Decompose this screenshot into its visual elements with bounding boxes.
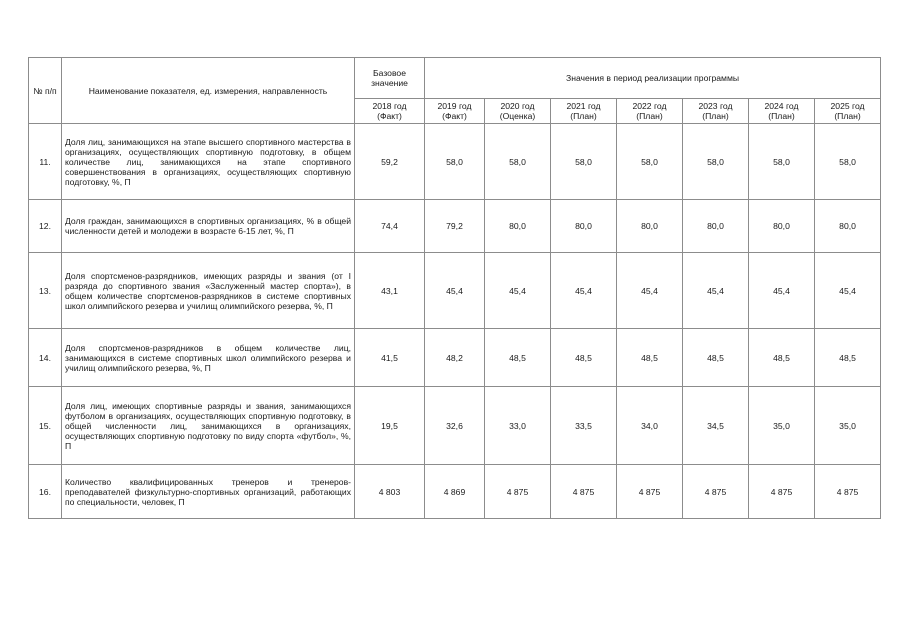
year-label: 2020 год	[500, 101, 535, 111]
value-cell: 4 875	[749, 465, 815, 519]
value-cell: 41,5	[355, 329, 425, 387]
value-cell: 45,4	[425, 253, 485, 329]
value-cell: 58,0	[425, 124, 485, 200]
value-cell: 34,0	[617, 387, 683, 465]
value-cell: 48,2	[425, 329, 485, 387]
year-note: (План)	[768, 111, 795, 121]
value-cell: 45,4	[551, 253, 617, 329]
value-cell: 45,4	[617, 253, 683, 329]
year-label: 2021 год	[566, 101, 601, 111]
year-label: 2022 год	[632, 101, 667, 111]
value-cell: 58,0	[749, 124, 815, 200]
value-cell: 33,0	[485, 387, 551, 465]
header-year-2022	[617, 99, 683, 124]
year-label: 2019 год	[437, 101, 472, 111]
value-cell: 58,0	[815, 124, 881, 200]
value-cell: 80,0	[551, 200, 617, 253]
value-cell: 45,4	[815, 253, 881, 329]
value-cell: 4 869	[425, 465, 485, 519]
indicator-name: Доля спортсменов-разрядников в общем количестве лиц, занимающихся в системе спортивных школ олимпийского резерва и училищ олимпийского резерва, %, П	[62, 329, 355, 387]
table-row	[29, 253, 881, 329]
value-cell: 45,4	[485, 253, 551, 329]
value-cell: 48,5	[683, 329, 749, 387]
header-name: Наименование показателя, ед. измерения, направленность	[62, 58, 355, 124]
row-number: 15.	[29, 387, 62, 465]
value-cell: 48,5	[617, 329, 683, 387]
row-number: 11.	[29, 124, 62, 200]
value-cell: 34,5	[683, 387, 749, 465]
table-row	[29, 329, 881, 387]
value-cell: 58,0	[683, 124, 749, 200]
year-label: 2024 год	[764, 101, 799, 111]
year-note: (План)	[702, 111, 729, 121]
value-cell: 45,4	[749, 253, 815, 329]
value-cell: 19,5	[355, 387, 425, 465]
value-cell: 58,0	[551, 124, 617, 200]
value-cell: 35,0	[815, 387, 881, 465]
value-cell: 35,0	[749, 387, 815, 465]
value-cell: 48,5	[485, 329, 551, 387]
value-cell: 4 875	[485, 465, 551, 519]
indicator-name: Количество квалифицированных тренеров и тренеров-преподавателей физкультурно-спортивных организаций, работающих по специальности, человек, П	[62, 465, 355, 519]
header-year-2024	[749, 99, 815, 124]
header-year-2023	[683, 99, 749, 124]
value-cell: 80,0	[815, 200, 881, 253]
year-note: (Оценка)	[499, 111, 536, 121]
header-year-2025	[815, 99, 881, 124]
year-label: 2018 год	[372, 101, 407, 111]
row-number: 13.	[29, 253, 62, 329]
indicator-name: Доля граждан, занимающихся в спортивных организациях, % в общей численности детей и молодежи в возрасте 6-15 лет, %, П	[62, 200, 355, 253]
year-label: 2025 год	[830, 101, 865, 111]
indicator-name: Доля лиц, имеющих спортивные разряды и звания, занимающихся футболом в организациях, осуществляющих спортивную подготовку, в общей численности лиц, занимающихся в организациях, осуществляющих спортивную подготовку по виду спорта «футбол», %, П	[62, 387, 355, 465]
value-cell: 79,2	[425, 200, 485, 253]
year-note: (План)	[636, 111, 663, 121]
value-cell: 4 875	[815, 465, 881, 519]
value-cell: 4 875	[683, 465, 749, 519]
header-year-2019	[425, 99, 485, 124]
table-row	[29, 124, 881, 200]
value-cell: 45,4	[683, 253, 749, 329]
value-cell: 4 803	[355, 465, 425, 519]
year-note: (Факт)	[377, 111, 402, 121]
indicators-table	[28, 57, 881, 519]
value-cell: 33,5	[551, 387, 617, 465]
year-note: (План)	[570, 111, 597, 121]
value-cell: 48,5	[551, 329, 617, 387]
table-row	[29, 200, 881, 253]
header-year-2020	[485, 99, 551, 124]
value-cell: 59,2	[355, 124, 425, 200]
value-cell: 48,5	[749, 329, 815, 387]
header-base: Базовое значение	[355, 58, 425, 99]
header-row-top	[29, 58, 881, 99]
row-number: 12.	[29, 200, 62, 253]
indicator-name: Доля лиц, занимающихся на этапе высшего спортивного мастерства в организациях, осуществляющих спортивную подготовку, в общем количестве лиц, занимающихся на этапе спортивного совершенствования в организациях, осуществляющих спортивную подготовку, %, П	[62, 124, 355, 200]
value-cell: 80,0	[617, 200, 683, 253]
year-label: 2023 год	[698, 101, 733, 111]
value-cell: 58,0	[617, 124, 683, 200]
row-number: 14.	[29, 329, 62, 387]
value-cell: 32,6	[425, 387, 485, 465]
row-number: 16.	[29, 465, 62, 519]
value-cell: 48,5	[815, 329, 881, 387]
value-cell: 80,0	[749, 200, 815, 253]
year-note: (План)	[834, 111, 861, 121]
value-cell: 43,1	[355, 253, 425, 329]
value-cell: 4 875	[617, 465, 683, 519]
value-cell: 80,0	[485, 200, 551, 253]
value-cell: 74,4	[355, 200, 425, 253]
header-period: Значения в период реализации программы	[425, 58, 881, 99]
table-row	[29, 465, 881, 519]
value-cell: 80,0	[683, 200, 749, 253]
table-row	[29, 387, 881, 465]
year-note: (Факт)	[442, 111, 467, 121]
header-year-2021	[551, 99, 617, 124]
header-year-2018	[355, 99, 425, 124]
value-cell: 4 875	[551, 465, 617, 519]
header-num: № п/п	[29, 58, 62, 124]
indicator-name: Доля спортсменов-разрядников, имеющих разряды и звания (от I разряда до спортивного звания «Заслуженный мастер спорта»), в общем количестве спортсменов-разрядников в системе спортивных школ олимпийского резерва и училищ олимпийского резерва, %, П	[62, 253, 355, 329]
value-cell: 58,0	[485, 124, 551, 200]
